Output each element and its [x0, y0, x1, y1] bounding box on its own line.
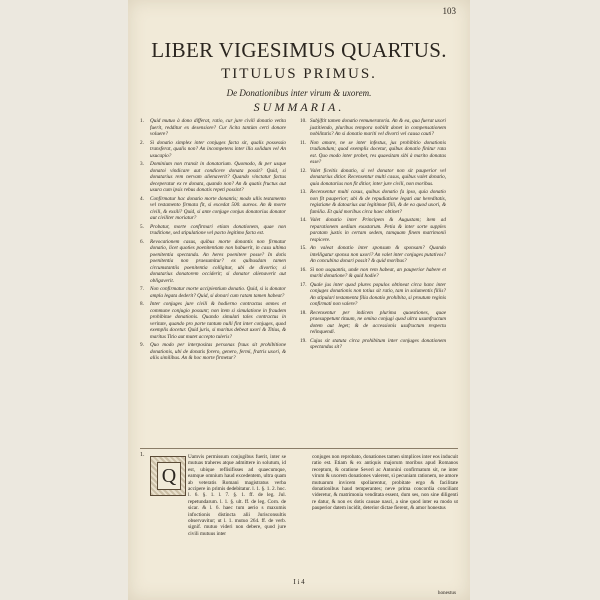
item-number: 4.	[140, 195, 144, 202]
item-text: Valet ficeitis donatio, si vel donator non sit pauperior vel donatarius ditior. Recensentur multi casus, quibus valet donatio, quia donatarius non fit ditior, inter jure civili, non moribus.	[310, 167, 446, 187]
item-text: Valet donatio inter Principem & Augustam; item ad reparationem aedium exustarum. Petia & inter sorte supplex paratam juxtis in certam sedem, tamquam finem matrimonii respicere.	[310, 217, 446, 243]
page-number: 103	[442, 6, 456, 16]
summary-item	[300, 245, 446, 265]
item-text: Quid mutuo à dono differat, ratio, cur jure civili donatio vetita fuerit, redditur ex desensiore? Cur licita tantùm certi donare voluere?	[150, 118, 286, 137]
item-text: An valeat donatio inter sponsum & sponsam? Quando intelligatur sponsa non uxori? An valet inter conjuges putativos? An concubina donari possit? & quid moribus?	[310, 245, 446, 264]
signature-mark: I i 4	[293, 578, 305, 586]
item-text: Cujus sit statuta circa prohibitum inter conjuges donationem spectandus sit?	[310, 337, 446, 350]
item-number: 6.	[140, 238, 144, 245]
item-number: 5.	[140, 223, 144, 230]
item-text: Recensentur per indicem plurima quaestiones, quae praesuppetunt tituum, ne omina conjugi quod ultra usumfructum dotem aut leget; & de accessionis usufructum respectu relinquendi.	[310, 309, 446, 335]
summary-item	[140, 140, 286, 160]
item-number: 2.	[140, 139, 144, 146]
chapter-subtitle: De Donationibus inter virum & uxorem.	[226, 88, 372, 98]
summary-item	[300, 189, 446, 215]
margin-number: 1.	[140, 452, 145, 458]
item-text: Inter conjuges jure civili & hodierno contractus omnes et commune conjugio possunt; non item si simulatione in fraudem prohibitae donationis. Quando simulati tales contractus in veritate, quando pro parte tantum nulli fint inter conjuges, quod exemplis docetur. Quid juris, si maritus debeat uxori & Titius, & maritus Titio aut mutet accepto tuleris?	[150, 301, 286, 340]
drop-cap-letter: Q	[157, 462, 181, 490]
item-number: 12.	[300, 167, 307, 174]
item-number: 15.	[300, 245, 307, 251]
item-text: Revocationem casus, quibus morte donantis non firmatur donatio, licet quoties poenitentiam non habuerit, in casu ultima poenitentia spectanda. An heres poenitere posse? In dotis poenitentia non praesumitur? ex quibusdam tamen circumstantiis poenitentia colligitur, ubi de divortio; si donatarius donatorem occiderit; si donator alienaverit aut obligaverit.	[150, 238, 286, 284]
book-page	[128, 0, 470, 600]
summary-item	[300, 267, 446, 280]
item-text: Subjiftit tamen donatio remuneratoria. An & ea, qua fuerat uxori justitiendo, pluribus tempora nobilit donet in compensationem nobilitatis? An si donatio mariti vel divorti vel causa cauti?	[310, 118, 446, 137]
item-number: 7.	[140, 286, 144, 292]
summary-item	[140, 224, 286, 237]
item-text: Quo modo per interpositas personas fraus sit prohibitione donationis, ubi de donatis forero, genero, fermi, fratris uxori, & aliis similibus. An & hoc morte firmetur?	[150, 342, 286, 361]
item-number: 13.	[300, 189, 307, 195]
left-margin	[0, 0, 128, 600]
item-text: Non confirmatur morte accipientium donatio. Quid, si is donator ampla legata dederit? Quid, si donari cum ratam tamen habeat?	[150, 286, 286, 299]
body-right-text: conjuges non reprobato, donationes tamen simplices inter eos inducuit ratio est. Etiam & ex antiquis majorum moribus apud Romanos receptum, & oratione Severi ac Antonini confirmatum sit, ne inter virum & uxorem donationes valerent, sì pecuniam rationem, ne amore mutuarum invicem spoliarentur, probitate ergo & facilitate donationibus haud temperantes; neve prima concordia conciliant videretur, & matrimonia venditata essent, dum ses, non sine diligenti re datur, & non ex dotis causae nasci, a sine quod inter ea modo ut pauperior datem incidit, deterior dictae fierent, & amor honestus	[312, 454, 458, 512]
summary-item	[300, 338, 446, 351]
item-number: 10.	[300, 118, 307, 124]
summary-item	[300, 282, 446, 308]
summary-item	[300, 217, 446, 243]
summary-item	[140, 286, 286, 299]
right-margin	[470, 0, 600, 600]
item-text: Confirmatur hac donatio morte donantis; modo ullis testamento vel testamento firmata fit, si excedat 500. aureos. An & morte civili, & exsili? Quid, si ante conjuge conjux donatorius donator aut civiliter moriatur?	[150, 195, 286, 221]
item-number: 1.	[140, 118, 144, 124]
summaria-heading: SUMMARIA.	[253, 100, 345, 114]
summary-item	[140, 196, 286, 222]
item-number: 3.	[140, 161, 144, 167]
body-left-text: Uamvis permissum conjugibus fuerit, inter se mutuas traheres atque admittere in solutum, id est, ubique reflisifisses ad quaecumque, eamque omnium haud excedentem, ultra quam ab veteratis Romani magistratus verba accipere in primis dedebitatur. l. 1. §. 1. 2. hoc. l. 6. §. 1. l. 7. §. 1. ff. de leg. Jul. repetundarum. l. 1. §. ult. ff. de leg. Corn. de sicar. & l. 6. haec tum aerio s maxumis infoctionis distincta alii Jurisconsultis observavitur; ut l. 1. mutuo 264. ff. de verb. signif. mutuo videri non debere, quod jure civili mutuus inter	[188, 454, 286, 537]
item-number: 9.	[140, 342, 144, 348]
item-number: 8.	[140, 301, 144, 307]
item-text: Non amare, ne se inter infestus, jus prohibitio donationis tradiandum; quod exemplis docetur, quibus donatio finitur rata est. Quo modo inter probet, res quaesitam sibi à marito donatas esse?	[310, 139, 446, 165]
summary-item	[300, 310, 446, 336]
item-number: 17.	[300, 281, 307, 288]
summary-item	[140, 301, 286, 340]
section-divider	[140, 448, 458, 449]
item-number: 18.	[300, 309, 307, 316]
item-text: Si donatio simplex inter conjuges facta sit, qualis possessio transferat, qualis non? An incompetens inter illa solidum vel An usucapio?	[150, 139, 286, 159]
item-text: Recensentur multi casus, quibus donatio fa ipso, quia donatio non fit pauperior; ubi & de repudiatione legati aut hereditatis, registiane & datoarius aut legitimae filii, & de ea quod uxori, & familia. Et quid moribus circa haec obtinet?	[310, 189, 446, 215]
body-left-column	[140, 454, 286, 537]
summaria-right-column	[300, 118, 446, 353]
item-text: Probatur, morte confirmari etiam donationem, quae non traditione, sed stipulatione vel pacto legitimo facta est.	[150, 223, 286, 236]
titulus-heading: TITULUS PRIMUS.	[221, 66, 377, 82]
item-text: Quale jus inter quod plures populos obtineat circa hanc inter conjuges donationis non totius sit ratio, tam in solumentis filiis? An stipulari testamenta filia donatio prohibita, si proutum reginis confirmati non valere?	[310, 281, 446, 307]
summary-item	[140, 239, 286, 285]
item-number: 19.	[300, 337, 307, 344]
summary-item	[300, 118, 446, 138]
item-number: 11.	[300, 139, 307, 146]
summary-item	[140, 342, 286, 362]
summary-item	[140, 161, 286, 194]
book-title: LIBER VIGESIMUS QUARTUS.	[151, 38, 447, 62]
summaria-left-column	[140, 118, 286, 364]
item-number: 14.	[300, 217, 307, 223]
item-text: Si non usquantis, unde non rem habeat, an pauperior habere et mariti donatione? & quid hodie?	[310, 266, 446, 279]
item-number: 16.	[300, 266, 307, 273]
summary-item	[300, 140, 446, 166]
body-right-column	[312, 454, 458, 512]
catchword: honestus	[437, 590, 456, 596]
summary-item	[300, 168, 446, 188]
summary-item	[140, 118, 286, 138]
item-text: Dominium non transit in donatarium. Quomodo, & per usque donatoi vindicare aut condicere donata possit? Quid, si donatarius rem nervam alienaverit? Quando vinctatur factus deceperatur ex re donata, quando non? An & quatis fructus aut usura cum ipsis rebus donatis repeti possint?	[150, 161, 286, 193]
